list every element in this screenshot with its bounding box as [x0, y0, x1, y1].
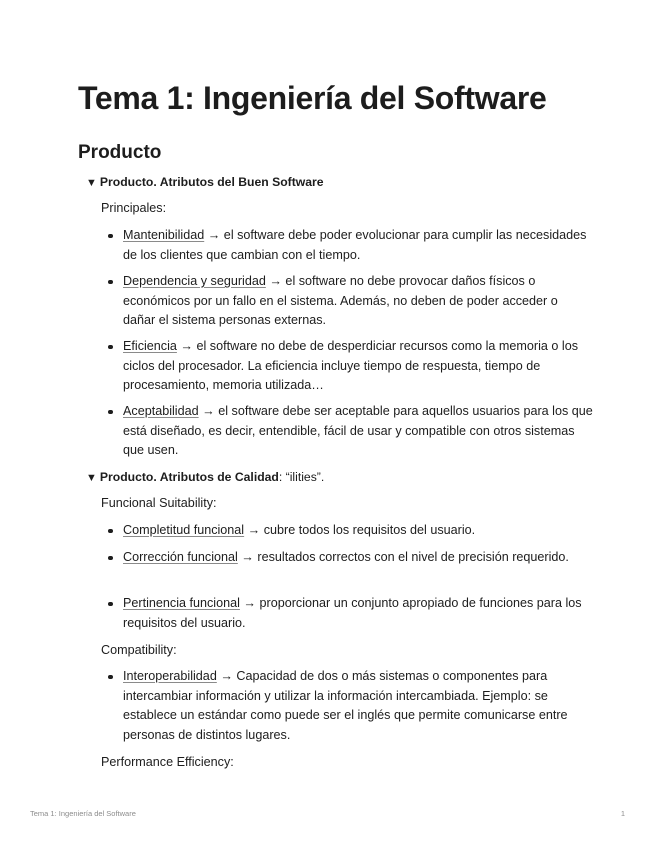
page-number: 1: [620, 809, 625, 818]
term: Eficiencia: [123, 339, 177, 353]
toggle-atributos-buen-software[interactable]: [86, 174, 324, 191]
term: Corrección funcional: [123, 550, 238, 564]
term: Pertinencia funcional: [123, 596, 240, 610]
list-item: [123, 402, 593, 461]
item-text: → proporcionar un conjunto apropiado de funciones para los requisitos del usuario.: [123, 596, 582, 630]
section-heading: Producto: [78, 142, 162, 163]
sub-label-compatibility: Compatibility:: [101, 643, 177, 657]
list-item: [123, 521, 593, 541]
item-text: → resultados correctos con el nivel de precisión requerido.: [237, 550, 569, 564]
sub-label-principales: Principales:: [101, 201, 167, 215]
item-text: → el software no debe provocar daños físicos o económicos por un fallo en el sistema. Además, no deben de poder acceder o dañar el sistema personas externas.: [123, 274, 558, 327]
term: Interoperabilidad: [123, 669, 217, 683]
item-text: → el software debe poder evolucionar para cumplir las necesidades de los clientes que cambian con el tiempo.: [123, 228, 587, 262]
sub-label-performance-efficiency: Performance Efficiency:: [101, 755, 234, 769]
list-item: [123, 548, 593, 568]
toggle-arrow-icon[interactable]: ▼: [86, 177, 97, 189]
toggle-atributos-calidad[interactable]: [86, 469, 324, 486]
toggle-arrow-icon[interactable]: ▼: [86, 472, 97, 484]
toggle-suffix: : “ilities”.: [278, 470, 325, 484]
sub-label-funcional-suitability: Funcional Suitability:: [101, 496, 217, 510]
term: Dependencia y seguridad: [123, 274, 266, 288]
toggle-label: Producto. Atributos del Buen Software: [99, 175, 324, 189]
term: Mantenibilidad: [123, 228, 205, 242]
term: Completitud funcional: [123, 523, 245, 537]
list-item: [123, 337, 593, 396]
page-title: Tema 1: Ingeniería del Software: [78, 80, 547, 116]
item-text: → Capacidad de dos o más sistemas o componentes para intercambiar información y utilizar la información intercambiada. Ejemplo: se establece un estándar como puede ser el inglés que permite comunicarse entre personas de distintos lugares.: [123, 669, 568, 742]
list-item: [123, 667, 593, 745]
term: Aceptabilidad: [123, 404, 199, 418]
list-item: [123, 594, 593, 633]
item-text: → cubre todos los requisitos del usuario.: [244, 523, 476, 537]
toggle-label: Producto. Atributos de Calidad: [99, 470, 279, 484]
list-item: [123, 272, 593, 331]
item-text: → el software debe ser aceptable para aquellos usuarios para los que está diseñado, es decir, entendible, fácil de usar y compatible con otros sistemas que usen.: [123, 404, 593, 457]
list-item: [123, 226, 593, 265]
footer-title: Tema 1: Ingeniería del Software: [30, 809, 136, 818]
item-text: → el software no debe de desperdiciar recursos como la memoria o los ciclos del procesador. La eficiencia incluye tiempo de respuesta, tiempo de procesamiento, memoria utilizada…: [123, 339, 578, 392]
